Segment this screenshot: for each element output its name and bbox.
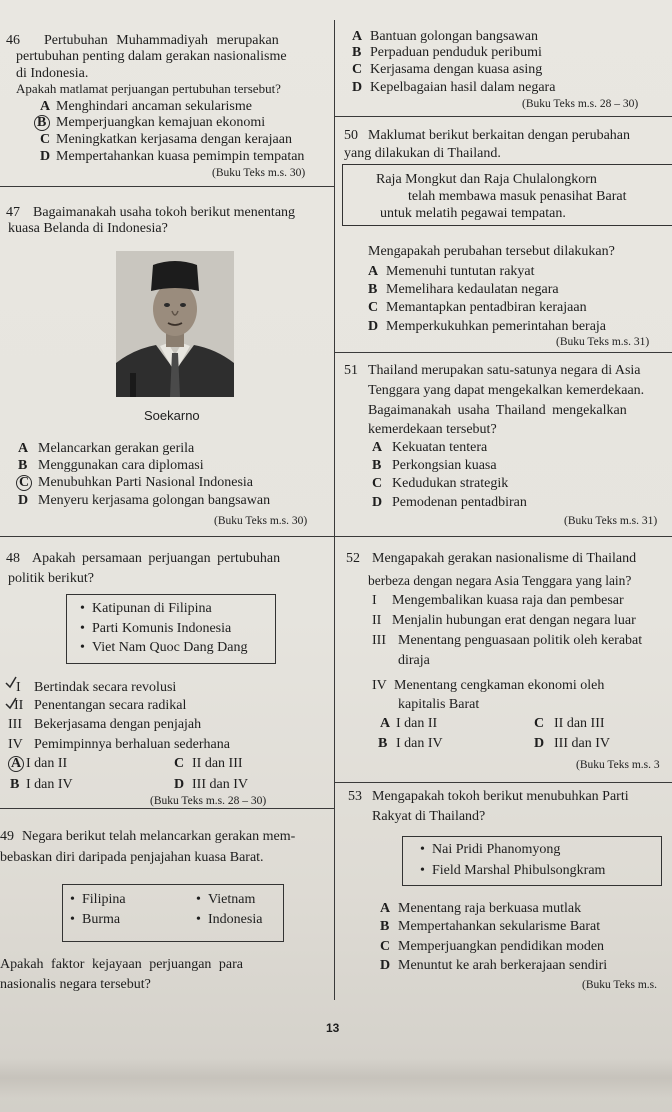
- q49-box-item-2: • Vietnam: [208, 893, 255, 907]
- q46-number: 46: [6, 33, 20, 48]
- q50-option-a-text: Memenuhi tuntutan rakyat: [386, 264, 535, 279]
- q52-statement-ii-numeral: II: [372, 613, 382, 628]
- q52-statement-ii-text: Menjalin hubungan erat dengan negara luar: [392, 613, 636, 628]
- q45-option-b-letter: B: [352, 45, 362, 60]
- q48-statement-iv-text: Pemimpinnya berhaluan sederhana: [34, 737, 230, 752]
- q49-number: 49: [0, 829, 14, 844]
- q48-stem-line-2: politik berikut?: [8, 571, 94, 586]
- q53-option-a-text: Menentang raja berkuasa mutlak: [398, 901, 582, 916]
- q47-stem-line-1: Bagaimanakah usaha tokoh berikut menentang: [33, 205, 296, 220]
- q48-box-item-2: • Parti Komunis Indonesia: [92, 622, 231, 636]
- q50-option-d-text: Memperkukuhkan pemerintahan beraja: [386, 319, 607, 334]
- q47-number: 47: [6, 205, 20, 220]
- q53-option-d-letter: D: [380, 958, 391, 973]
- q52-number: 52: [346, 551, 360, 566]
- q51-stem-line-1: Thailand merupakan satu-satunya negara di Asia: [368, 363, 641, 378]
- q52-statement-iv-numeral: IV: [372, 678, 387, 693]
- q48-option-c-letter: C: [174, 756, 185, 771]
- q51-option-d-text: Pemodenan pentadbiran: [392, 495, 527, 510]
- q48-option-a-letter: A: [11, 756, 22, 771]
- q52-option-d-text: III dan IV: [554, 736, 610, 751]
- q51-stem-line-3: Bagaimanakah usaha Thailand mengekalkan: [368, 403, 627, 418]
- q47-option-c-letter: C: [19, 475, 30, 490]
- q52-statement-iv-text: Menentang cengkaman ekonomi oleh: [394, 678, 605, 693]
- q48-statement-i-numeral: I: [16, 680, 21, 695]
- q47-option-b-letter: B: [18, 458, 28, 473]
- q50-question: Mengapakah perubahan tersebut dilakukan?: [368, 244, 615, 259]
- q48-reference: (Buku Teks m.s. 28 – 30): [150, 795, 267, 807]
- portrait-illustration: [116, 251, 234, 397]
- q45-option-c-text: Kerjasama dengan kuasa asing: [370, 62, 543, 77]
- q50-reference: (Buku Teks m.s. 31): [556, 336, 650, 348]
- q52-statement-i-text: Mengembalikan kuasa raja dan pembesar: [392, 593, 624, 608]
- q52-option-b-text: I dan IV: [396, 736, 443, 751]
- photo-caption: Soekarno: [144, 408, 200, 423]
- q48-option-c-text: II dan III: [192, 756, 243, 771]
- q50-option-b-text: Memelihara kedaulatan negara: [386, 282, 559, 297]
- q45-option-a-text: Bantuan golongan bangsawan: [370, 29, 538, 44]
- separator-47-48: [0, 536, 334, 537]
- q47-option-d-text: Menyeru kerjasama golongan bangsawan: [38, 493, 271, 508]
- q51-option-b-text: Perkongsian kuasa: [392, 458, 497, 473]
- q45-option-a-letter: A: [352, 29, 363, 44]
- q46-stem-line-2: pertubuhan penting dalam gerakan nasionalisme: [16, 49, 287, 64]
- q47-stem-line-2: kuasa Belanda di Indonesia?: [8, 221, 168, 236]
- q51-option-b-letter: B: [372, 458, 382, 473]
- separator-48-49: [0, 808, 334, 809]
- q45-option-b-text: Perpaduan penduduk peribumi: [370, 45, 542, 60]
- separator-45-50: [334, 116, 672, 117]
- q48-statement-ii-text: Penentangan secara radikal: [34, 698, 187, 713]
- q50-box-line-3: untuk melatih pegawai tempatan.: [380, 206, 566, 221]
- q48-option-d-letter: D: [174, 777, 185, 792]
- q48-statement-iv-numeral: IV: [8, 737, 23, 752]
- q46-option-b-letter: B: [37, 115, 47, 130]
- q46-option-a-letter: A: [40, 99, 51, 114]
- q49-question-line-2: nasionalis negara tersebut?: [0, 977, 151, 992]
- soekarno-photo: [116, 251, 234, 397]
- q53-option-d-text: Menuntut ke arah berkerajaan sendiri: [398, 958, 608, 973]
- q50-option-d-letter: D: [368, 319, 379, 334]
- q46-option-a-text: Menghindari ancaman sekularisme: [56, 99, 252, 114]
- q47-reference: (Buku Teks m.s. 30): [214, 515, 308, 527]
- q52-option-c-letter: C: [534, 716, 545, 731]
- q52-option-d-letter: D: [534, 736, 545, 751]
- q52-reference: (Buku Teks m.s. 3: [576, 759, 660, 771]
- q45-option-d-text: Kepelbagaian hasil dalam negara: [370, 80, 556, 95]
- q46-stem-line-4: Apakah matlamat perjuangan pertubuhan tersebut?: [16, 81, 281, 96]
- q53-option-c-text: Memperjuangkan pendidikan moden: [398, 939, 605, 954]
- q52-statement-iv-cont: kapitalis Barat: [398, 697, 480, 712]
- q50-stem-line-2: yang dilakukan di Thailand.: [344, 146, 501, 161]
- q53-reference: (Buku Teks m.s.: [582, 979, 658, 991]
- q52-statement-iii-numeral: III: [372, 633, 386, 648]
- page-number: 13: [326, 1021, 340, 1035]
- q53-option-b-text: Mempertahankan sekularisme Barat: [398, 919, 601, 934]
- q47-option-b-text: Menggunakan cara diplomasi: [38, 458, 204, 473]
- q52-option-c-text: II dan III: [554, 716, 605, 731]
- q53-option-c-letter: C: [380, 939, 391, 954]
- q52-statement-iii-text: Menentang penguasaan politik oleh kerabat: [398, 633, 643, 648]
- q50-option-c-letter: C: [368, 300, 379, 315]
- q52-stem-line-2: berbeza dengan negara Asia Tenggara yang lain?: [368, 573, 632, 588]
- q47-option-d-letter: D: [18, 493, 29, 508]
- q48-statement-ii-numeral: II: [14, 698, 24, 713]
- q53-box-item-2: • Field Marshal Phibulsongkram: [432, 864, 605, 878]
- q50-box-line-2: telah membawa masuk penasihat Barat: [408, 189, 627, 204]
- q47-option-a-letter: A: [18, 441, 29, 456]
- q49-box-item-4: • Indonesia: [208, 913, 262, 927]
- q53-number: 53: [348, 789, 362, 804]
- q46-option-d-text: Mempertahankan kuasa pemimpin tempatan: [56, 149, 305, 164]
- q53-stem-line-2: Rakyat di Thailand?: [372, 809, 486, 824]
- q51-option-c-letter: C: [372, 476, 383, 491]
- q48-statement-iii-numeral: III: [8, 717, 22, 732]
- q49-stem-line-1: Negara berikut telah melancarkan gerakan mem-: [22, 829, 296, 844]
- q52-option-a-letter: A: [380, 716, 391, 731]
- q48-box-item-3: • Viet Nam Quoc Dang Dang: [92, 641, 247, 655]
- q48-option-b-text: I dan IV: [26, 777, 73, 792]
- q51-option-d-letter: D: [372, 495, 383, 510]
- q53-option-b-letter: B: [380, 919, 390, 934]
- q51-reference: (Buku Teks m.s. 31): [564, 515, 658, 527]
- q50-option-c-text: Memantapkan pentadbiran kerajaan: [386, 300, 587, 315]
- page-fold-shadow: [0, 1058, 672, 1098]
- q52-statement-iii-cont: diraja: [398, 653, 430, 668]
- q50-stem-line-1: Maklumat berikut berkaitan dengan perubahan: [368, 128, 631, 143]
- q48-stem-line-1: Apakah persamaan perjuangan pertubuhan: [32, 551, 281, 566]
- q51-option-a-text: Kekuatan tentera: [392, 440, 488, 455]
- q48-number: 48: [6, 551, 20, 566]
- q46-option-c-text: Meningkatkan kerjasama dengan kerajaan: [56, 132, 292, 147]
- q52-statement-i-numeral: I: [372, 593, 377, 608]
- q53-stem-line-1: Mengapakah tokoh berikut menubuhkan Parti: [372, 789, 629, 804]
- q45-option-c-letter: C: [352, 62, 363, 77]
- separator-51-52: [334, 536, 672, 537]
- q52-option-a-text: I dan II: [396, 716, 438, 731]
- q51-option-c-text: Kedudukan strategik: [392, 476, 509, 491]
- q50-option-b-letter: B: [368, 282, 378, 297]
- q48-option-d-text: III dan IV: [192, 777, 248, 792]
- column-divider: [334, 20, 335, 1000]
- q46-option-c-letter: C: [40, 132, 51, 147]
- q51-stem-line-2: Tenggara yang dapat mengekalkan kemerdekaan.: [368, 383, 645, 398]
- q53-option-a-letter: A: [380, 901, 391, 916]
- q50-box-line-1: Raja Mongkut dan Raja Chulalongkorn: [376, 172, 597, 187]
- q49-stem-line-2: bebaskan diri daripada penjajahan kuasa Barat.: [0, 850, 264, 865]
- q51-stem-line-4: kemerdekaan tersebut?: [368, 422, 497, 437]
- q51-number: 51: [344, 363, 358, 378]
- q46-stem-line-1: Pertubuhan Muhammadiyah merupakan: [44, 33, 279, 48]
- q53-box-item-1: • Nai Pridi Phanomyong: [432, 843, 560, 857]
- q48-option-a-text: I dan II: [26, 756, 68, 771]
- q47-option-c-text: Menubuhkan Parti Nasional Indonesia: [38, 475, 254, 490]
- q45-reference: (Buku Teks m.s. 28 – 30): [522, 98, 639, 110]
- q47-option-a-text: Melancarkan gerakan gerila: [38, 441, 195, 456]
- q48-statement-i-text: Bertindak secara revolusi: [34, 680, 177, 695]
- q46-option-d-letter: D: [40, 149, 51, 164]
- q49-question-line-1: Apakah faktor kejayaan perjuangan para: [0, 957, 243, 972]
- q50-option-a-letter: A: [368, 264, 379, 279]
- q48-option-b-letter: B: [10, 777, 20, 792]
- q52-stem-line-1: Mengapakah gerakan nasionalisme di Thailand: [372, 551, 637, 566]
- q46-stem-line-3: di Indonesia.: [16, 66, 89, 81]
- separator-52-53: [334, 782, 672, 783]
- q52-option-b-letter: B: [378, 736, 388, 751]
- q51-option-a-letter: A: [372, 440, 383, 455]
- q46-option-b-text: Memperjuangkan kemajuan ekonomi: [56, 115, 266, 130]
- q48-statement-iii-text: Bekerjasama dengan penjajah: [34, 717, 202, 732]
- q49-box-item-1: • Filipina: [82, 893, 126, 907]
- separator-50-51: [334, 352, 672, 353]
- q48-box-item-1: • Katipunan di Filipina: [92, 602, 212, 616]
- q45-option-d-letter: D: [352, 80, 363, 95]
- q46-reference: (Buku Teks m.s. 30): [212, 167, 306, 179]
- q49-box-item-3: • Burma: [82, 913, 120, 927]
- separator-46-47: [0, 186, 334, 187]
- q50-number: 50: [344, 128, 358, 143]
